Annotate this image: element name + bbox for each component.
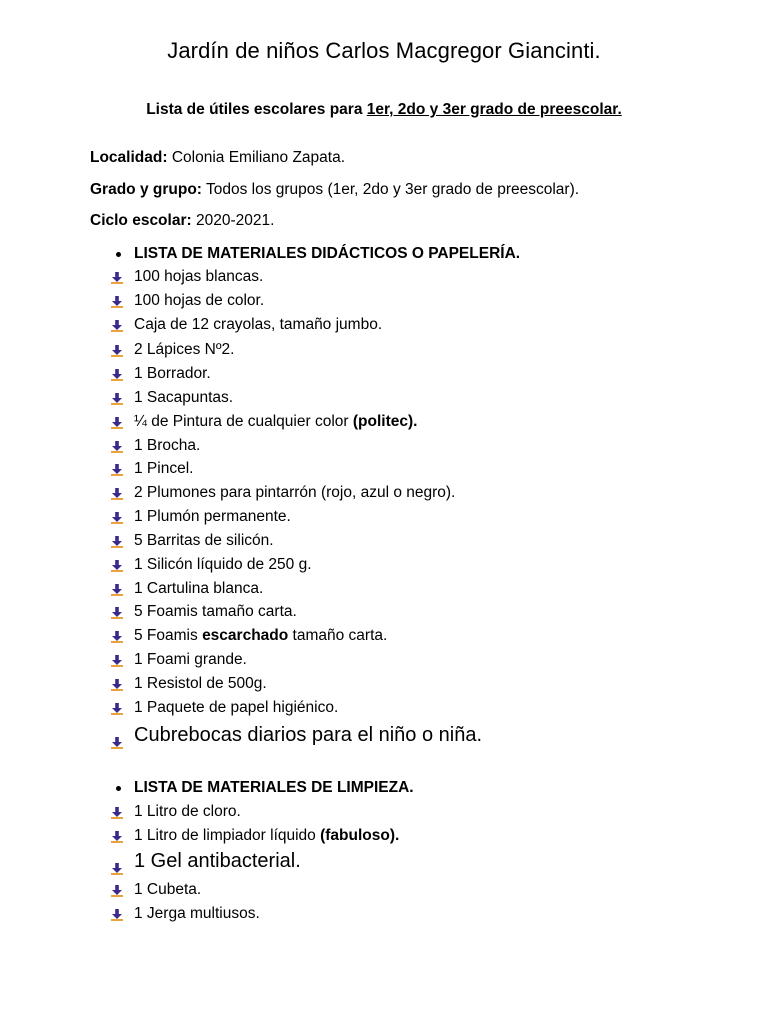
- subtitle: [0, 101, 768, 119]
- round-bullet-icon: [116, 252, 121, 257]
- arrow-down-bullet-icon: [111, 884, 123, 896]
- list-item-text-part: ¼ de Pintura de cualquier color: [134, 413, 353, 430]
- section-heading-text: LISTA DE MATERIALES DE LIMPIEZA.: [134, 779, 414, 796]
- arrow-down-bullet-icon: [111, 630, 123, 642]
- arrow-down-bullet-icon: [111, 344, 123, 356]
- list-item-text: [134, 724, 482, 747]
- list-item-text: [134, 268, 263, 286]
- list-item-text: [134, 699, 338, 717]
- arrow-down-bullet-icon: [111, 487, 123, 499]
- round-bullet-icon: [116, 786, 121, 791]
- arrow-down-bullet-icon: [111, 511, 123, 523]
- list-item-text-part: 1 Gel antibacterial.: [134, 850, 301, 872]
- list-item-text-part: Caja de 12 crayolas, tamaño jumbo.: [134, 316, 383, 333]
- list-item-text-part: 5 Barritas de silicón.: [134, 532, 274, 549]
- list-item-text: [134, 292, 264, 310]
- list-item-text: [134, 675, 267, 693]
- list-item-text-part: 5 Foamis tamaño carta.: [134, 603, 297, 620]
- list-item-text-part: 2 Lápices Nº2.: [134, 341, 235, 358]
- subtitle-prefix: Lista de útiles escolares para: [146, 101, 367, 118]
- list-item-text: [134, 484, 455, 502]
- arrow-down-bullet-icon: [111, 908, 123, 920]
- list-item-text-part: 1 Resistol de 500g.: [134, 675, 267, 692]
- list-item-bold-text: (fabuloso).: [320, 827, 400, 844]
- arrow-down-bullet-icon: [111, 654, 123, 666]
- arrow-down-bullet-icon: [111, 606, 123, 618]
- list-item-text-part: 1 Sacapuntas.: [134, 389, 234, 406]
- list-item-bold-text: escarchado: [202, 627, 289, 644]
- list-item-bold-text: (politec).: [352, 413, 418, 430]
- list-item-text: [134, 580, 263, 598]
- list-item-text-part: 100 hojas de color.: [134, 292, 265, 309]
- arrow-down-bullet-icon: [111, 319, 123, 331]
- list-item-text: [134, 850, 301, 873]
- list-item-text: [134, 437, 200, 455]
- info-value: Todos los grupos (1er, 2do y 3er grado de preescolar).: [201, 181, 580, 198]
- info-label: Localidad:: [90, 149, 168, 166]
- arrow-down-bullet-icon: [111, 463, 123, 475]
- list-item-text-part: 1 Foami grande.: [134, 651, 247, 668]
- list-item-text: [134, 413, 417, 431]
- subtitle-grades: 1er, 2do y 3er grado de preescolar.: [366, 101, 622, 118]
- list-item-text-part: 1 Plumón permanente.: [134, 508, 291, 525]
- arrow-down-bullet-icon: [111, 678, 123, 690]
- list-item-text: [134, 389, 233, 407]
- info-label: Grado y grupo:: [90, 181, 202, 198]
- list-item-text-part: 1 Paquete de papel higiénico.: [134, 699, 339, 716]
- list-item-text: [134, 905, 260, 923]
- info-value: 2020-2021.: [191, 212, 275, 229]
- arrow-down-bullet-icon: [111, 295, 123, 307]
- info-label: Ciclo escolar:: [90, 212, 192, 229]
- arrow-down-bullet-icon: [111, 559, 123, 571]
- list-item-text: [134, 341, 234, 359]
- arrow-down-bullet-icon: [111, 830, 123, 842]
- list-item-text-part: 1 Litro de limpiador líquido: [134, 827, 321, 844]
- info-value: Colonia Emiliano Zapata.: [167, 149, 346, 166]
- arrow-down-bullet-icon: [111, 702, 123, 714]
- info-localidad: [90, 149, 345, 167]
- list-item-text-part: 100 hojas blancas.: [134, 268, 264, 285]
- arrow-down-bullet-icon: [111, 271, 123, 283]
- list-item-text-part: 1 Cartulina blanca.: [134, 580, 264, 597]
- page-title: Jardín de niños Carlos Macgregor Giancinti.: [167, 38, 601, 63]
- list-item-text: [134, 532, 274, 550]
- list-item-text-part: 1 Litro de cloro.: [134, 803, 241, 820]
- arrow-down-bullet-icon: [111, 858, 123, 870]
- list-item-text-part: Cubrebocas diarios para el niño o niña.: [134, 724, 482, 746]
- list-item-text: [134, 316, 382, 334]
- list-item-text-part: 1 Borrador.: [134, 365, 211, 382]
- list-item-text: [134, 365, 211, 383]
- info-grado-grupo: [90, 181, 579, 199]
- arrow-down-bullet-icon: [111, 416, 123, 428]
- list-item-text: [134, 603, 297, 621]
- list-item-text: [134, 827, 399, 845]
- list-item-text: [134, 556, 312, 574]
- list-item-text-part: 2 Plumones para pintarrón (rojo, azul o negro).: [134, 484, 456, 501]
- list-item-text: [134, 881, 201, 899]
- arrow-down-bullet-icon: [111, 806, 123, 818]
- arrow-down-bullet-icon: [111, 368, 123, 380]
- list-item-text-part: 1 Pincel.: [134, 460, 194, 477]
- list-item-text-part: 1 Cubeta.: [134, 881, 202, 898]
- list-item-text: [134, 460, 193, 478]
- arrow-down-bullet-icon: [111, 392, 123, 404]
- list-item-text: [134, 803, 241, 821]
- info-ciclo-escolar: [90, 212, 274, 230]
- list-item-text-part: 1 Brocha.: [134, 437, 201, 454]
- list-item-text-part: 1 Silicón líquido de 250 g.: [134, 556, 312, 573]
- list-item-text: [134, 651, 247, 669]
- section-heading-text: LISTA DE MATERIALES DIDÁCTICOS O PAPELERÍA.: [134, 245, 521, 262]
- list-item-text-part: 1 Jerga multiusos.: [134, 905, 260, 922]
- arrow-down-bullet-icon: [111, 583, 123, 595]
- arrow-down-bullet-icon: [111, 535, 123, 547]
- arrow-down-bullet-icon: [111, 440, 123, 452]
- list-item-text-part: tamaño carta.: [288, 627, 388, 644]
- list-item-text-part: 5 Foamis: [134, 627, 203, 644]
- list-item-text: [134, 508, 291, 526]
- arrow-down-bullet-icon: [111, 732, 123, 744]
- list-item-text: [134, 627, 387, 645]
